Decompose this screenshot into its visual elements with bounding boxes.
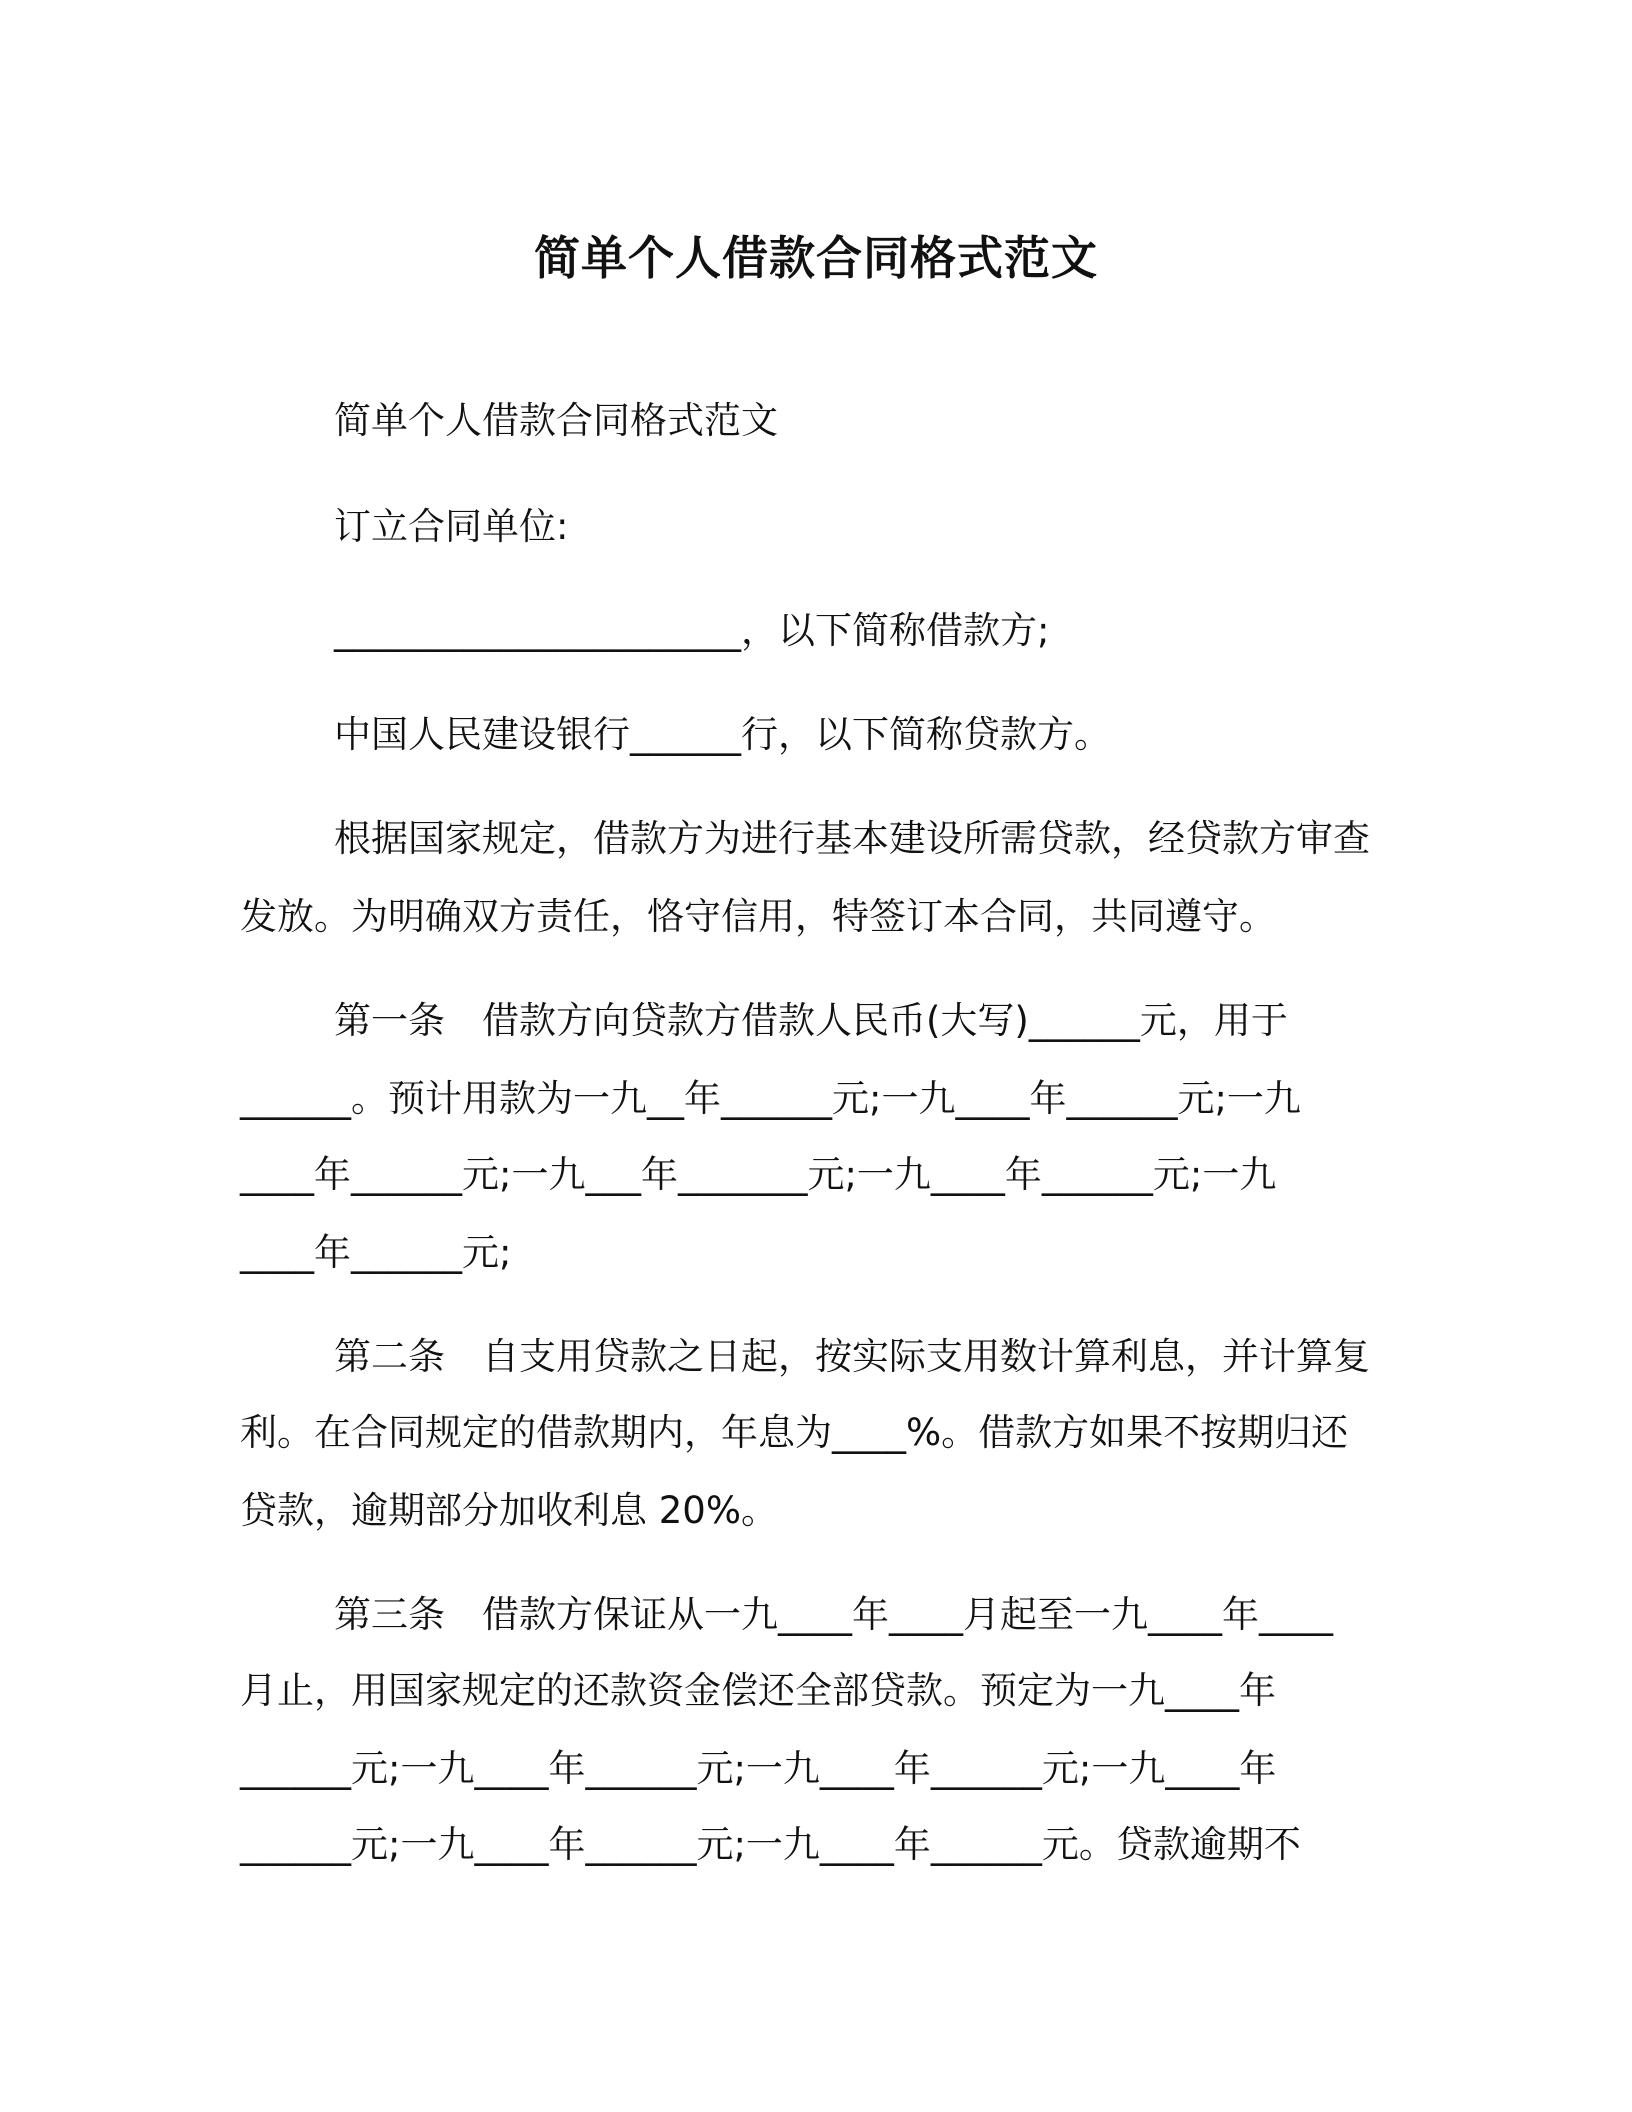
preamble-line-1: 根据国家规定，借款方为进行基本建设所需贷款，经贷款方审查 bbox=[334, 817, 1370, 860]
article-1-line-3: ____年______元;一九___年_______元;一九____年______元;一九 bbox=[240, 1153, 1277, 1196]
article-1-line-4: ____年______元; bbox=[240, 1231, 512, 1274]
article-2-line-2: 利。在合同规定的借款期内，年息为____%。借款方如果不按期归还 bbox=[240, 1411, 1349, 1454]
article-1-line-1: 第一条 借款方向贷款方借款人民币(大写)______元，用于 bbox=[334, 999, 1288, 1042]
preamble-line-2: 发放。为明确双方责任，恪守信用，特签订本合同，共同遵守。 bbox=[240, 895, 1276, 938]
article-1-line-2: ______。预计用款为一九__年______元;一九____年______元;一九 bbox=[240, 1077, 1301, 1120]
article-3-line-1: 第三条 借款方保证从一九____年____月起至一九____年____ bbox=[334, 1593, 1333, 1636]
article-3-line-2: 月止，用国家规定的还款资金偿还全部贷款。预定为一九____年 bbox=[240, 1669, 1276, 1712]
subtitle-line: 简单个人借款合同格式范文 bbox=[334, 399, 778, 442]
article-2-line-3: 贷款，逾期部分加收利息 20%。 bbox=[240, 1489, 778, 1532]
article-3-line-3: ______元;一九____年______元;一九____年______元;一九____年 bbox=[240, 1747, 1277, 1790]
document-title: 简单个人借款合同格式范文 bbox=[534, 231, 1098, 285]
contract-parties-label: 订立合同单位: bbox=[334, 505, 569, 548]
article-3-line-4: ______元;一九____年______元;一九____年______元。贷款逾期不 bbox=[240, 1823, 1301, 1866]
borrower-line: ______________________，以下简称借款方; bbox=[334, 609, 1050, 652]
article-2-line-1: 第二条 自支用贷款之日起，按实际支用数计算利息，并计算复 bbox=[334, 1335, 1370, 1378]
lender-line: 中国人民建设银行______行，以下简称贷款方。 bbox=[334, 713, 1111, 756]
